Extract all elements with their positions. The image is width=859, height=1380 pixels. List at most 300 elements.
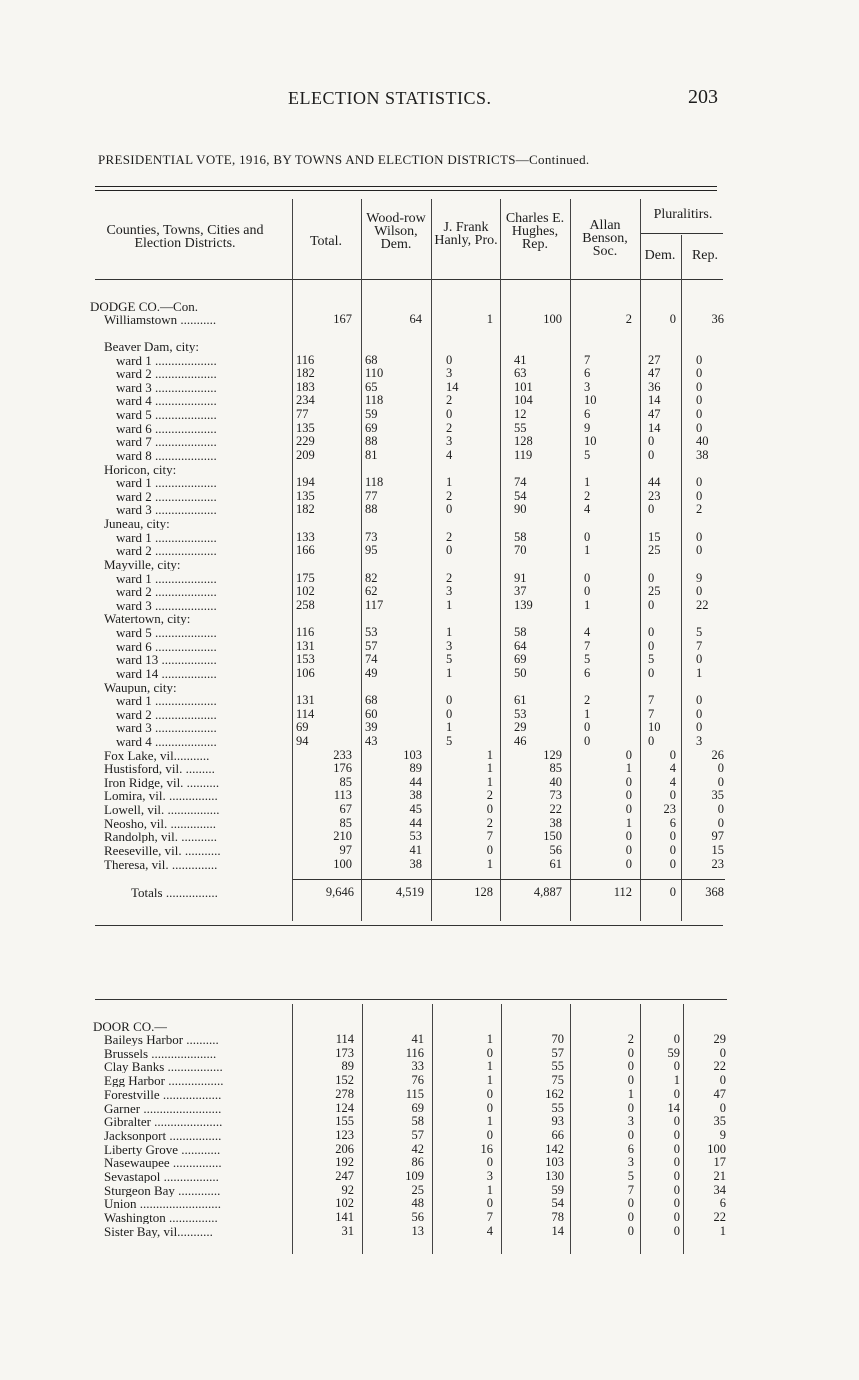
cell-benson: 0 [625,788,632,803]
cell-dem: 0 [648,597,655,612]
cell-hanly: 0 [486,1155,493,1170]
cell-hughes: 90 [514,502,527,517]
cell-total: 85 [339,774,352,789]
row-label: ward 14 ................. [116,666,217,680]
cell-rep: 0 [719,1045,726,1060]
cell-benson: 1 [584,597,591,612]
col-rule [640,1004,641,1254]
cell-hughes: 119 [514,447,533,462]
cell-hanly: 1 [486,774,493,789]
table-subtitle: PRESIDENTIAL VOTE, 1916, BY TOWNS AND ELECTION DISTRICTS—Continued. [98,152,590,167]
cell-rep: 0 [696,393,703,408]
row-label: Washington ............... [104,1211,218,1225]
cell-benson: 2 [584,693,591,708]
cell-benson: 6 [627,1141,634,1156]
cell-benson: 0 [625,829,632,844]
cell-wilson: 109 [405,1169,424,1183]
totals-cell: 112 [613,885,632,899]
cell-total: 114 [335,1032,354,1046]
cell-benson: 7 [584,638,591,653]
cell-hughes: 64 [514,638,527,653]
cell-hughes: 54 [551,1196,564,1211]
lower-table-top-rule [95,999,727,1000]
cell-rep: 0 [719,1100,726,1115]
cell-rep: 5 [696,625,703,640]
cell-rep: 21 [713,1169,726,1183]
cell-wilson: 25 [411,1182,424,1197]
cell-benson: 2 [627,1032,634,1046]
cell-hughes: 130 [545,1169,564,1183]
cell-hughes: 12 [514,407,527,422]
cell-hanly: 1 [486,1073,493,1088]
cell-rep: 26 [711,747,724,762]
row-label: ward 13 ................. [116,653,217,667]
cell-total: 183 [296,379,315,394]
cell-hanly: 5 [446,652,453,667]
cell-total: 209 [296,447,315,462]
cell-hanly: 0 [446,502,453,517]
cell-dem: 0 [673,1182,680,1197]
row-label: Sturgeon Bay ............. [104,1183,221,1197]
cell-hughes: 70 [514,543,527,558]
cell-total: 85 [339,815,352,830]
cell-rep: 3 [696,733,703,748]
row-label: Nasewaupee ............... [104,1156,222,1170]
cell-hanly: 1 [486,1059,493,1074]
totals-rule [293,879,725,880]
cell-dem: 36 [648,379,661,394]
cell-hughes: 53 [514,706,527,721]
cell-total: 124 [335,1100,354,1115]
cell-hughes: 75 [551,1073,564,1088]
cell-rep: 17 [713,1155,726,1170]
cell-wilson: 57 [365,638,378,653]
col-head-dem: Dem. [644,248,676,263]
cell-wilson: 73 [365,529,378,544]
cell-rep: 40 [696,434,709,449]
cell-hanly: 0 [486,802,493,817]
cell-wilson: 110 [365,366,384,381]
cell-total: 97 [339,842,352,857]
cell-wilson: 81 [365,447,378,462]
cell-wilson: 88 [365,434,378,449]
cell-hughes: 139 [514,597,533,612]
row-label: Lomira, vil. ............... [104,789,218,803]
row-label: Fox Lake, vil........... [104,748,210,762]
cell-dem: 47 [648,407,661,422]
cell-hughes: 129 [543,747,562,762]
col-rule [362,1004,363,1254]
cell-hanly: 0 [486,1196,493,1211]
cell-hanly: 0 [486,1086,493,1101]
cell-hughes: 41 [514,352,527,367]
running-head-title: ELECTION STATISTICS. [288,88,492,108]
col-head-benson: Allan Benson, Soc. [582,218,628,259]
cell-total: 153 [296,652,315,667]
cell-hughes: 55 [551,1059,564,1074]
cell-wilson: 68 [365,693,378,708]
row-label: Theresa, vil. .............. [104,857,218,871]
cell-dem: 47 [648,366,661,381]
subheading-label: Juneau, city: [104,517,170,531]
cell-total: 229 [296,434,315,449]
col-rule [292,1004,293,1254]
cell-hughes: 22 [549,802,562,817]
cell-dem: 25 [648,543,661,558]
cell-hughes: 56 [549,842,562,857]
cell-dem: 0 [673,1196,680,1211]
cell-dem: 4 [669,774,676,789]
cell-total: 182 [296,366,315,381]
cell-benson: 0 [625,856,632,871]
totals-cell: 4,519 [395,885,424,899]
col-rule [432,1004,433,1254]
cell-total: 135 [296,488,315,503]
cell-rep: 0 [696,720,703,735]
row-label: Brussels .................... [104,1046,217,1060]
cell-benson: 0 [627,1127,634,1142]
cell-hanly: 1 [446,597,453,612]
row-label: Sevastapol ................. [104,1170,219,1183]
page-number: 203 [688,86,718,108]
cell-total: 131 [296,638,315,653]
cell-total: 233 [333,747,352,762]
cell-dem: 10 [648,720,661,735]
cell-dem: 44 [648,475,661,490]
subheading-label: Mayville, city: [104,557,181,571]
cell-hughes: 128 [514,434,533,449]
cell-hughes: 63 [514,366,527,381]
cell-rep: 0 [696,488,703,503]
cell-benson: 1 [584,706,591,721]
cell-dem: 0 [673,1127,680,1142]
cell-hanly: 0 [446,352,453,367]
cell-benson: 10 [584,434,597,449]
cell-benson: 2 [625,312,632,326]
cell-wilson: 86 [411,1155,424,1170]
col-head-pluralities: Pluralitirs. [653,207,713,222]
header-bottom-rule [95,279,723,280]
cell-wilson: 43 [365,733,378,748]
cell-rep: 23 [711,856,724,871]
cell-rep: 0 [696,352,703,367]
totals-cell: 368 [705,885,724,899]
cell-wilson: 103 [403,747,422,762]
totals-cell: 0 [669,885,676,899]
cell-benson: 7 [584,352,591,367]
cell-benson: 1 [625,761,632,776]
cell-total: 94 [296,733,309,748]
cell-hanly: 2 [446,570,453,585]
cell-rep: 22 [696,597,709,612]
cell-hughes: 14 [551,1223,564,1238]
cell-hughes: 59 [551,1182,564,1197]
cell-wilson: 56 [411,1210,424,1225]
cell-wilson: 59 [365,407,378,422]
cell-dem: 14 [648,420,661,435]
cell-wilson: 115 [405,1086,424,1101]
row-label: Baileys Harbor .......... [104,1033,219,1046]
cell-rep: 6 [719,1196,726,1211]
cell-wilson: 13 [411,1223,424,1238]
cell-total: 194 [296,475,315,490]
col-rule [431,199,432,921]
cell-hanly: 0 [446,693,453,708]
cell-total: 234 [296,393,315,408]
cell-dem: 23 [663,802,676,817]
cell-dem: 7 [648,706,655,721]
row-label: ward 4 ................... [116,394,217,408]
cell-wilson: 69 [365,420,378,435]
cell-dem: 0 [648,625,655,640]
cell-hanly: 1 [486,747,493,762]
row-label: Egg Harbor ................. [104,1074,224,1088]
cell-hanly: 0 [486,1100,493,1115]
cell-rep: 0 [696,420,703,435]
cell-hughes: 103 [545,1155,564,1170]
cell-dem: 0 [673,1141,680,1156]
cell-dem: 6 [669,815,676,830]
cell-benson: 0 [627,1223,634,1238]
row-label: ward 2 ................... [116,585,217,599]
cell-benson: 1 [584,543,591,558]
col-head-rep: Rep. [691,248,719,263]
cell-rep: 15 [711,842,724,857]
cell-wilson: 82 [365,570,378,585]
cell-rep: 1 [719,1223,726,1238]
row-label: ward 3 ................... [116,721,217,735]
cell-hanly: 3 [446,584,453,599]
cell-rep: 29 [713,1032,726,1046]
cell-wilson: 44 [409,774,422,789]
cell-benson: 5 [584,447,591,462]
cell-hanly: 3 [446,366,453,381]
cell-hughes: 55 [551,1100,564,1115]
cell-rep: 9 [696,570,703,585]
cell-wilson: 49 [365,665,378,680]
row-label: Gibralter ..................... [104,1115,223,1129]
cell-rep: 0 [696,706,703,721]
cell-wilson: 38 [409,788,422,803]
cell-dem: 0 [673,1032,680,1046]
cell-wilson: 39 [365,720,378,735]
cell-total: 102 [335,1196,354,1211]
cell-hughes: 73 [549,788,562,803]
cell-total: 92 [341,1182,354,1197]
cell-hanly: 1 [486,856,493,871]
cell-wilson: 76 [411,1073,424,1088]
cell-total: 67 [339,802,352,817]
cell-hanly: 0 [446,706,453,721]
cell-benson: 0 [584,584,591,599]
cell-benson: 0 [584,529,591,544]
cell-rep: 0 [717,802,724,817]
cell-hanly: 0 [446,407,453,422]
cell-benson: 1 [625,815,632,830]
cell-hughes: 61 [549,856,562,871]
cell-dem: 7 [648,693,655,708]
cell-benson: 0 [625,802,632,817]
cell-benson: 0 [584,720,591,735]
cell-dem: 0 [648,570,655,585]
cell-benson: 6 [584,665,591,680]
cell-rep: 0 [696,407,703,422]
cell-hanly: 3 [446,434,453,449]
cell-hanly: 4 [446,447,453,462]
cell-total: 77 [296,407,309,422]
cell-hughes: 46 [514,733,527,748]
subheading-label: Watertown, city: [104,612,191,626]
cell-wilson: 58 [411,1114,424,1129]
cell-total: 133 [296,529,315,544]
cell-rep: 0 [696,379,703,394]
cell-total: 192 [335,1155,354,1170]
cell-rep: 22 [713,1059,726,1074]
cell-dem: 0 [673,1169,680,1183]
row-label: ward 6 ................... [116,639,217,653]
col-head-wilson: Wood-row Wilson, Dem. [366,211,426,252]
cell-dem: 25 [648,584,661,599]
cell-dem: 1 [673,1073,680,1088]
cell-total: 167 [333,312,352,326]
row-label: ward 3 ................... [116,503,217,517]
cell-benson: 7 [627,1182,634,1197]
cell-hughes: 91 [514,570,527,585]
cell-total: 69 [296,720,309,735]
cell-hanly: 1 [446,720,453,735]
cell-benson: 1 [584,475,591,490]
row-label: ward 1 ................... [116,353,217,367]
cell-dem: 15 [648,529,661,544]
cell-dem: 0 [669,829,676,844]
cell-hughes: 93 [551,1114,564,1129]
col-rule [570,1004,571,1254]
cell-total: 155 [335,1114,354,1129]
row-label: ward 7 ................... [116,435,217,449]
cell-benson: 5 [584,652,591,667]
cell-benson: 1 [627,1086,634,1101]
cell-hanly: 7 [486,829,493,844]
cell-hanly: 0 [446,543,453,558]
cell-benson: 10 [584,393,597,408]
cell-benson: 5 [627,1169,634,1183]
cell-wilson: 95 [365,543,378,558]
cell-hanly: 2 [486,815,493,830]
cell-dem: 0 [673,1114,680,1129]
cell-total: 116 [296,352,315,367]
cell-total: 278 [335,1086,354,1101]
cell-rep: 0 [696,475,703,490]
row-label: Union ......................... [104,1197,221,1211]
cell-hughes: 66 [551,1127,564,1142]
cell-wilson: 48 [411,1196,424,1211]
cell-dem: 0 [669,747,676,762]
cell-total: 31 [341,1223,354,1238]
cell-total: 102 [296,584,315,599]
cell-wilson: 41 [409,842,422,857]
cell-dem: 0 [669,788,676,803]
row-label: Clay Banks ................. [104,1060,223,1074]
cell-benson: 4 [584,502,591,517]
cell-hanly: 1 [486,1114,493,1129]
cell-total: 210 [333,829,352,844]
cell-hanly: 5 [446,733,453,748]
cell-hughes: 57 [551,1045,564,1060]
cell-dem: 0 [648,665,655,680]
cell-wilson: 68 [365,352,378,367]
cell-rep: 0 [719,1073,726,1088]
row-label: Sister Bay, vil........... [104,1224,213,1238]
cell-wilson: 42 [411,1141,424,1156]
cell-rep: 36 [711,312,724,326]
cell-rep: 0 [696,529,703,544]
cell-rep: 100 [707,1141,726,1156]
cell-rep: 9 [719,1127,726,1142]
cell-wilson: 44 [409,815,422,830]
cell-hughes: 150 [543,829,562,844]
cell-total: 176 [333,761,352,776]
row-label: Lowell, vil. ................ [104,803,220,817]
cell-hughes: 61 [514,693,527,708]
cell-hanly: 1 [446,475,453,490]
cell-hanly: 3 [446,638,453,653]
row-label: Neosho, vil. .............. [104,816,216,830]
cell-dem: 0 [673,1059,680,1074]
cell-hanly: 1 [486,1182,493,1197]
cell-benson: 2 [584,488,591,503]
cell-hanly: 1 [486,1032,493,1046]
cell-benson: 0 [584,570,591,585]
cell-benson: 0 [584,733,591,748]
cell-benson: 0 [627,1100,634,1115]
cell-dem: 0 [673,1210,680,1225]
cell-hanly: 2 [446,488,453,503]
cell-dem: 0 [669,312,676,326]
cell-hughes: 100 [543,312,562,326]
cell-dem: 59 [667,1045,680,1060]
row-label: Jacksonport ................ [104,1128,222,1142]
row-label: Garner ........................ [104,1101,222,1115]
cell-hanly: 1 [446,665,453,680]
cell-hughes: 29 [514,720,527,735]
totals-cell: 4,887 [533,885,562,899]
cell-hanly: 4 [486,1223,493,1238]
cell-benson: 3 [627,1155,634,1170]
cell-dem: 0 [648,434,655,449]
cell-hughes: 70 [551,1032,564,1046]
cell-dem: 0 [673,1155,680,1170]
cell-hughes: 54 [514,488,527,503]
cell-rep: 35 [713,1114,726,1129]
cell-rep: 0 [717,815,724,830]
cell-wilson: 88 [365,502,378,517]
cell-hanly: 2 [486,788,493,803]
cell-benson: 6 [584,366,591,381]
row-label: ward 2 ................... [116,544,217,558]
cell-hughes: 104 [514,393,533,408]
cell-total: 113 [333,788,352,803]
cell-total: 141 [335,1210,354,1225]
cell-hughes: 40 [549,774,562,789]
cell-benson: 0 [627,1196,634,1211]
cell-hughes: 85 [549,761,562,776]
row-label: Iron Ridge, vil. .......... [104,775,220,789]
row-label: ward 8 ................... [116,448,217,462]
cell-hanly: 0 [486,842,493,857]
row-label: Hustisford, vil. ......... [104,762,215,776]
totals-label: Totals ................ [131,886,218,899]
cell-rep: 0 [696,584,703,599]
